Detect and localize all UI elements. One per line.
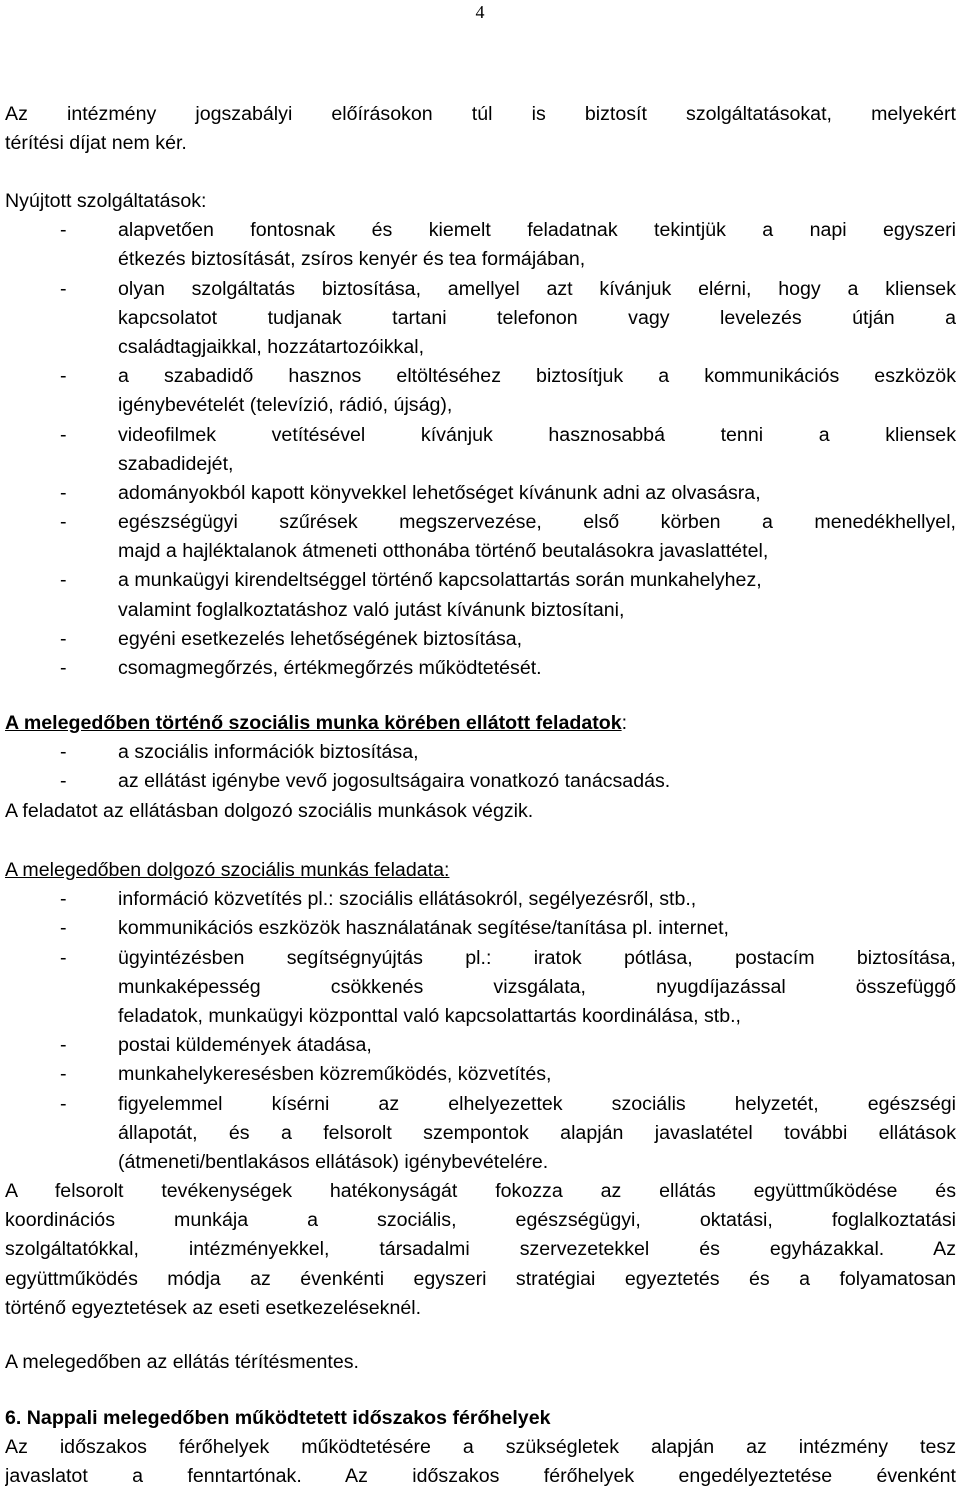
list-dash: - [60,917,67,940]
list-item [5,1060,956,1089]
closing-text: A feladatot az ellátásban dolgozó szociális munkások végzik. [5,799,534,822]
paragraph-line: történő egyeztetések az eseti esetkezeléseknél. [5,1296,422,1319]
section-heading [5,709,956,738]
list-item-text: állapotát, és a felsorolt szempontok alapján javaslatétel további ellátások [118,1121,956,1144]
list-item [5,885,956,914]
list-dash: - [60,627,67,650]
list-item-text: munkahelykeresésben közreműködés, közvetítés, [118,1063,552,1086]
list-item-text: figyelemmel kísérni az elhelyezettek szociális helyzetét, egészségi [118,1092,956,1115]
list-item [5,944,956,973]
list-dash: - [60,365,67,388]
section-heading-text: A melegedőben történő szociális munka körében ellátott feladatok [5,712,622,734]
services-section [5,187,956,683]
list-item-continuation: szabadidejét, [118,452,234,475]
list-dash: - [60,741,67,764]
list-item-continuation: feladatok, munkaügyi központtal való kapcsolattartás koordinálása, stb., [118,1004,742,1027]
list-item [5,767,956,796]
section-heading: A melegedőben dolgozó szociális munkás feladata: [5,859,450,881]
list-item-text: olyan szolgáltatás biztosítása, amellyel azt kívánjuk elérni, hogy a kliensek [118,277,956,300]
list-dash: - [60,770,67,793]
list-item [5,566,956,595]
list-item [5,1090,956,1119]
list-dash: - [60,888,67,911]
list-item [5,625,956,654]
list-item-text: munkaképesség csökkenés vizsgálata, nyugdíjazással összefüggő [118,975,956,998]
paragraph-line: Az időszakos férőhelyek működtetésére a szükségletek alapján az intézmény tesz [5,1436,956,1459]
list-item-continuation: (átmeneti/bentlakásos ellátások) igénybevételére. [118,1150,549,1173]
text-line: térítési díjat nem kér. [5,132,187,155]
list-dash: - [60,569,67,592]
list-dash: - [60,1063,67,1086]
list-item [5,275,956,304]
social-work-section [5,709,956,826]
list-item [5,479,956,508]
list-dash: - [60,277,67,300]
list-item-continuation: családtagjaikkal, hozzátartozóikkal, [118,335,425,358]
list-dash: - [60,511,67,534]
heading-colon: : [621,712,628,734]
list-dash: - [60,423,67,446]
list-item-text: alapvetően fontosnak és kiemelt feladatnak tekintjük a napi egyszeri [118,219,956,242]
list-item [5,1031,956,1060]
list-item-text: videofilmek vetítésével kívánjuk hasznosabbá tenni a kliensek [118,423,956,446]
free-note: A melegedőben az ellátás térítésmentes. [5,1351,359,1373]
list-item-text: egészségügyi szűrések megszervezése, első körben a menedékhellyel, [118,511,956,534]
list-dash: - [60,481,67,504]
list-item-text: ügyintézésben segítségnyújtás pl.: iratok pótlása, postacím biztosítása, [118,946,956,969]
list-item-text: a szabadidő hasznos eltöltéséhez biztosítjuk a kommunikációs eszközök [118,365,956,388]
section-6 [5,1404,956,1492]
paragraph-line: szolgáltatókkal, intézményekkel, társadalmi szervezetekkel és egyházakkal. Az [5,1238,956,1261]
paragraph-line: javaslatot a fenntartónak. Az időszakos férőhelyek engedélyeztetése évenként [5,1465,956,1488]
text-line: Az intézmény jogszabályi előírásokon túl is biztosít szolgáltatásokat, melyekért [5,103,956,125]
intro-paragraph [5,100,956,158]
list-item-text: a munkaügyi kirendeltséggel történő kapcsolattartás során munkahelyhez, [118,569,762,592]
section-6-heading: 6. Nappali melegedőben működtetett időszakos férőhelyek [5,1407,551,1429]
paragraph-line: A felsorolt tevékenységek hatékonyságát fokozza az ellátás együttműködése és [5,1180,956,1203]
list-item [5,216,956,245]
list-item-text: egyéni esetkezelés lehetőségének biztosítása, [118,627,523,650]
list-item-continuation [5,1119,956,1148]
list-item-continuation: igénybevételét (televízió, rádió, újság), [118,394,453,417]
list-item-continuation: majd a hajléktalanok átmeneti otthonába történő beutalásokra javaslattétel, [118,540,769,563]
list-item [5,508,956,537]
list-item [5,914,956,943]
list-item-text: adományokból kapott könyvekkel lehetőséget kívánunk adni az olvasásra, [118,481,761,504]
list-item-continuation: étkezés biztosítását, zsíros kenyér és tea formájában, [118,248,586,271]
free-note-section [5,1348,956,1377]
list-item [5,421,956,450]
list-dash: - [60,219,67,242]
list-dash: - [60,1092,67,1115]
list-item-text: információ közvetítés pl.: szociális ellátásokról, segélyezésről, stb., [118,888,697,911]
list-item-text: csomagmegőrzés, értékmegőrzés működtetését. [118,657,542,679]
list-item [5,362,956,391]
list-dash: - [60,946,67,969]
list-item-text: a szociális információk biztosítása, [118,741,419,764]
list-item [5,654,956,683]
paragraph-line: együttműködés módja az évenkénti egyszeri stratégiai egyeztetés és a folyamatosan [5,1267,956,1290]
list-item-continuation [5,973,956,1002]
list-dash: - [60,1034,67,1057]
page-number: 4 [475,2,485,22]
list-item-text: kommunikációs eszközök használatának segítése/tanítása pl. internet, [118,917,730,940]
paragraph-line: koordinációs munkája a szociális, egészségügyi, oktatási, foglalkoztatási [5,1209,956,1232]
list-item-continuation: valamint foglalkoztatáshoz való jutást kívánunk biztosítani, [118,598,625,621]
list-dash: - [60,657,67,679]
services-heading: Nyújtott szolgáltatások: [5,190,207,212]
list-item [5,738,956,767]
worker-tasks-section [5,856,956,1323]
list-item-text: az ellátást igénybe vevő jogosultságaira vonatkozó tanácsadás. [118,770,671,793]
list-item-continuation [5,304,956,333]
list-item-text: kapcsolatot tudjanak tartani telefonon vagy levelezés útján a [118,306,956,329]
list-item-text: postai küldemények átadása, [118,1034,372,1057]
